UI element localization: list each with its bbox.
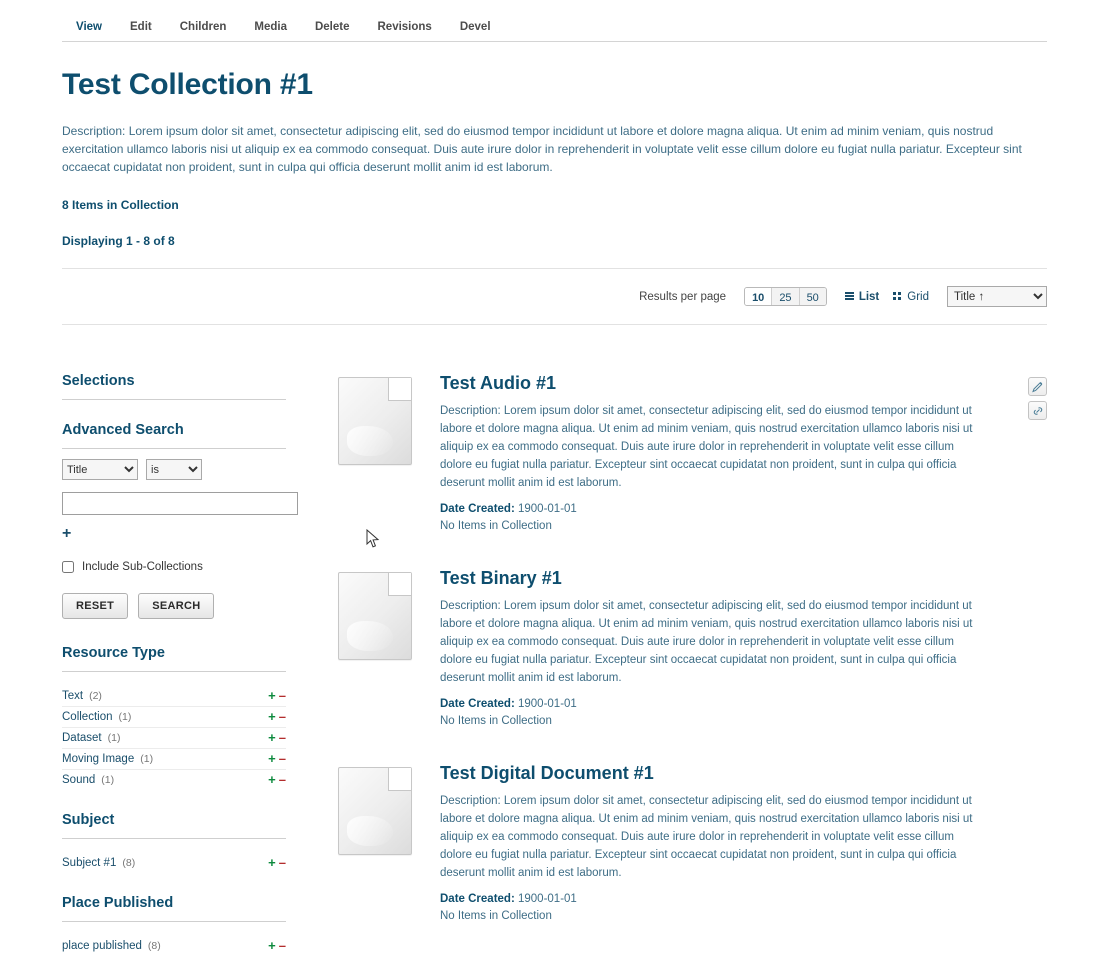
date-created-label: Date Created: (440, 503, 515, 515)
per-page-50[interactable]: 50 (800, 288, 826, 305)
subject-heading: Subject (62, 812, 286, 839)
document-thumbnail-icon[interactable] (338, 377, 412, 465)
results-list (296, 373, 1047, 978)
plus-icon[interactable]: + (268, 709, 276, 724)
facet-include-exclude (268, 710, 286, 723)
view-grid-button[interactable] (893, 291, 929, 303)
facet-include-exclude (268, 689, 286, 702)
grid-icon (893, 292, 902, 301)
search-input[interactable] (62, 492, 298, 515)
result-date-created (440, 890, 977, 908)
plus-icon[interactable]: + (268, 772, 276, 787)
view-grid-label: Grid (907, 290, 929, 303)
view-toggle (845, 291, 929, 303)
facet-row (62, 936, 286, 956)
link-icon[interactable] (1028, 401, 1047, 420)
include-sub-collections-checkbox[interactable] (62, 561, 74, 573)
list-item (328, 568, 1047, 727)
search-field-select[interactable] (62, 459, 138, 480)
plus-icon[interactable]: + (268, 751, 276, 766)
per-page-10[interactable]: 10 (745, 288, 772, 305)
date-created-value: 1900-01-01 (517, 893, 577, 905)
facet-count: (1) (101, 774, 115, 786)
view-list-button[interactable] (845, 291, 879, 303)
tab-media[interactable]: Media (254, 21, 287, 33)
result-body (440, 568, 1047, 727)
tab-edit[interactable]: Edit (130, 21, 152, 33)
minus-icon[interactable]: – (278, 855, 286, 870)
search-button[interactable]: SEARCH (138, 593, 214, 619)
facet-link-text[interactable]: Text (62, 690, 84, 702)
result-title[interactable]: Test Binary #1 (440, 568, 562, 588)
facet-link-sound[interactable]: Sound (62, 774, 96, 786)
place-published-heading: Place Published (62, 895, 286, 922)
facet-count: (8) (122, 857, 136, 869)
facet-link-moving-image[interactable]: Moving Image (62, 753, 135, 765)
tab-view[interactable]: View (76, 21, 102, 33)
subject-block (62, 812, 286, 873)
facet-row (62, 853, 286, 873)
include-sub-collections-label: Include Sub-Collections (82, 561, 203, 573)
selections-heading: Selections (62, 373, 286, 400)
result-date-created (440, 500, 977, 518)
place-published-block (62, 895, 286, 956)
facet-row (62, 707, 286, 728)
facet-include-exclude (268, 773, 286, 786)
facet-include-exclude (268, 731, 286, 744)
facet-row (62, 749, 286, 770)
result-description: Description: Lorem ipsum dolor sit amet, consectetur adipiscing elit, sed do eiusmod tempor incididunt ut labore et dolore magna aliqua. Ut enim ad minim veniam, quis nostrud exercitation ullamco laboris nisi ut aliquip ex ea commodo consequat. Duis aute irure dolor in reprehenderit in voluptate velit esse cillum dolore eu fugiat nulla pariatur. Excepteur sint occaecat cupidatat non proident, sunt in culpa qui officia deserunt mollit anim id est laborum. (440, 600, 973, 684)
thumbnail-wrap (328, 373, 440, 532)
minus-icon[interactable]: – (278, 688, 286, 703)
main-split (62, 373, 1047, 978)
facet-row (62, 728, 286, 749)
items-in-collection-count: 8 Items in Collection (62, 198, 179, 212)
thumbnail-wrap (328, 568, 440, 727)
selections-block (62, 373, 286, 400)
tab-children[interactable]: Children (179, 21, 227, 33)
facet-link-collection[interactable]: Collection (62, 711, 113, 723)
date-created-value: 1900-01-01 (517, 698, 577, 710)
result-title[interactable]: Test Audio #1 (440, 373, 557, 393)
search-operator-select[interactable] (146, 459, 202, 480)
search-buttons (62, 593, 286, 619)
facet-count: (8) (147, 940, 161, 952)
per-page-25[interactable]: 25 (772, 288, 799, 305)
list-item (328, 373, 1047, 532)
displaying-range: Displaying 1 - 8 of 8 (62, 234, 1047, 269)
facet-sidebar (62, 373, 296, 978)
thumbnail-wrap (328, 763, 440, 922)
minus-icon[interactable]: – (278, 709, 286, 724)
results-per-page-label: Results per page (639, 290, 727, 303)
result-no-items: No Items in Collection (440, 520, 552, 532)
facet-link-subject-1[interactable]: Subject #1 (62, 857, 117, 869)
add-search-row-button[interactable]: + (62, 525, 72, 542)
tab-revisions[interactable]: Revisions (377, 21, 432, 33)
plus-icon[interactable]: + (268, 938, 276, 953)
page-root (0, 14, 1109, 978)
advanced-search-block (62, 422, 286, 619)
page-title: Test Collection #1 (62, 68, 313, 101)
facet-include-exclude (268, 856, 286, 869)
facet-include-exclude (268, 752, 286, 765)
result-body (440, 763, 1047, 922)
facet-link-place-published[interactable]: place published (62, 940, 142, 952)
sort-select[interactable] (947, 286, 1047, 307)
reset-button[interactable]: RESET (62, 593, 128, 619)
plus-icon[interactable]: + (268, 688, 276, 703)
minus-icon[interactable]: – (278, 938, 286, 953)
collection-description: Description: Lorem ipsum dolor sit amet, consectetur adipiscing elit, sed do eiusmod tempor incididunt ut labore et dolore magna aliqua. Ut enim ad minim veniam, quis nostrud exercitation ullamco laboris nisi ut aliquip ex ea commodo consequat. Duis aute irure dolor in reprehenderit in voluptate velit esse cillum dolore eu fugiat nulla pariatur. Excepteur sint occaecat cupidatat non proident, sunt in culpa qui officia deserunt mollit anim id est laborum. (62, 124, 1022, 174)
facet-count: (1) (140, 753, 154, 765)
view-list-label: List (858, 290, 880, 303)
node-tabs (62, 14, 1047, 42)
date-created-label: Date Created: (440, 893, 515, 905)
results-per-page-group[interactable] (744, 287, 827, 306)
result-no-items: No Items in Collection (440, 715, 552, 727)
facet-link-dataset[interactable]: Dataset (62, 732, 102, 744)
document-thumbnail-icon[interactable] (338, 572, 412, 660)
edit-pencil-icon[interactable] (1028, 377, 1047, 396)
date-created-label: Date Created: (440, 698, 515, 710)
facet-row (62, 770, 286, 790)
tab-devel[interactable]: Devel (459, 21, 491, 33)
result-description: Description: Lorem ipsum dolor sit amet, consectetur adipiscing elit, sed do eiusmod tempor incididunt ut labore et dolore magna aliqua. Ut enim ad minim veniam, quis nostrud exercitation ullamco laboris nisi ut aliquip ex ea commodo consequat. Duis aute irure dolor in reprehenderit in voluptate velit esse cillum dolore eu fugiat nulla pariatur. Excepteur sint occaecat cupidatat non proident, sunt in culpa qui officia deserunt mollit anim id est laborum. (440, 405, 973, 489)
result-body (440, 373, 1047, 532)
result-date-created (440, 695, 977, 713)
advanced-search-heading: Advanced Search (62, 422, 286, 449)
result-title[interactable]: Test Digital Document #1 (440, 763, 654, 783)
minus-icon[interactable]: – (278, 730, 286, 745)
result-description: Description: Lorem ipsum dolor sit amet, consectetur adipiscing elit, sed do eiusmod tempor incididunt ut labore et dolore magna aliqua. Ut enim ad minim veniam, quis nostrud exercitation ullamco laboris nisi ut aliquip ex ea commodo consequat. Duis aute irure dolor in reprehenderit in voluptate velit esse cillum dolore eu fugiat nulla pariatur. Excepteur sint occaecat cupidatat non proident, sunt in culpa qui officia deserunt mollit anim id est laborum. (440, 795, 973, 879)
mouse-cursor (366, 529, 380, 549)
plus-icon[interactable]: + (268, 855, 276, 870)
result-actions (1028, 377, 1047, 420)
list-icon (845, 292, 854, 301)
result-no-items: No Items in Collection (440, 910, 552, 922)
facet-count: (1) (118, 711, 132, 723)
facet-count: (1) (107, 732, 121, 744)
include-sub-collections-row[interactable] (62, 561, 286, 573)
facet-count: (2) (89, 690, 102, 702)
list-item (328, 763, 1047, 922)
plus-icon[interactable]: + (268, 730, 276, 745)
resource-type-block (62, 645, 286, 790)
document-thumbnail-icon[interactable] (338, 767, 412, 855)
minus-icon[interactable]: – (278, 772, 286, 787)
minus-icon[interactable]: – (278, 751, 286, 766)
facet-row (62, 686, 286, 707)
tab-delete[interactable]: Delete (314, 21, 350, 33)
resource-type-heading: Resource Type (62, 645, 286, 672)
advanced-search-row (62, 459, 286, 480)
results-controls (62, 269, 1047, 325)
date-created-value: 1900-01-01 (517, 503, 577, 515)
